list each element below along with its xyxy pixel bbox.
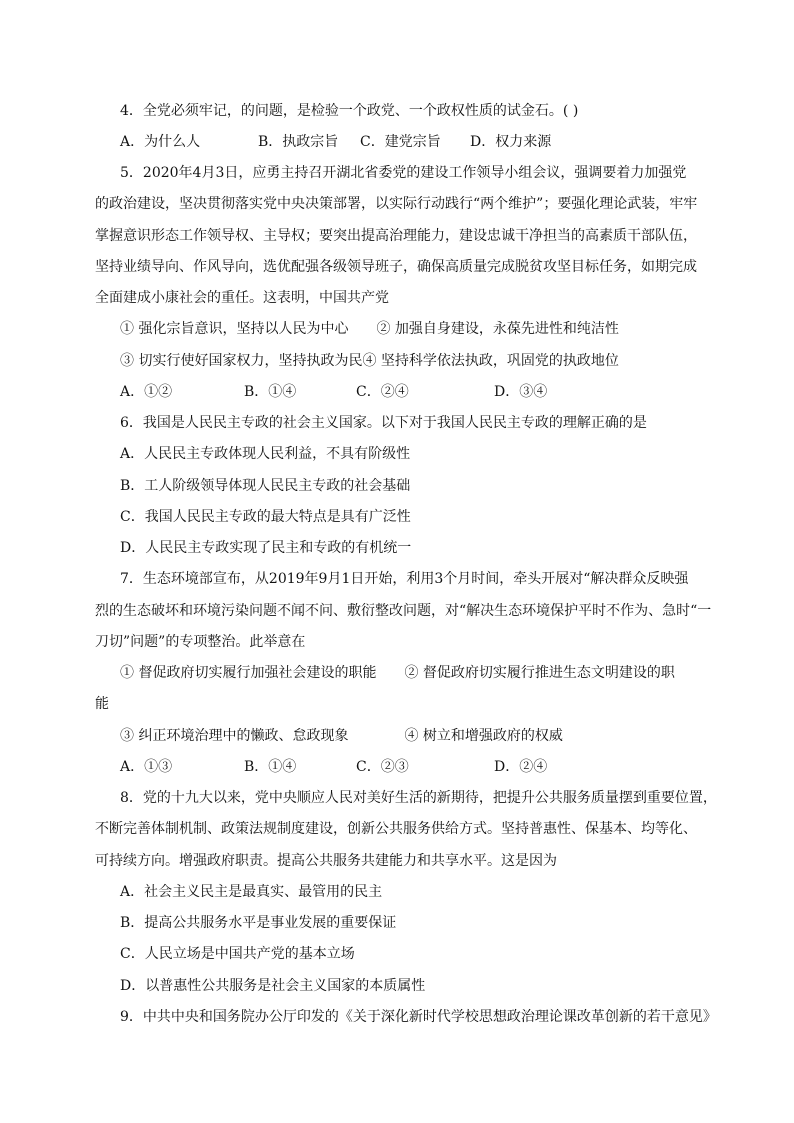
q4-option-d: D．权力来源 (470, 134, 552, 150)
q7-statement-continued: 能 (95, 696, 109, 712)
q4-stem: 4．全党必须牢记，的问题，是检验一个政党、一个政权性质的试金石。( ) (120, 103, 579, 119)
q7-option-d: D．②④ (494, 759, 548, 775)
q5-statement: ① 强化宗旨意识，坚持以人民为中心 ② 加强自身建设，永葆先进性和纯洁性 (120, 321, 619, 337)
q5-stem-line: 坚持业绩导向、作风导向，选优配强各级领导班子，确保高质量完成脱贫攻坚目标任务，如期完成 (95, 259, 697, 275)
q5-stem-line: 5．2020年4月3日，应勇主持召开湖北省委党的建设工作领导小组会议，强调要着力加强党 (120, 165, 687, 181)
q4-option-c: C．建党宗旨 (360, 134, 441, 150)
q7-options (120, 757, 680, 777)
q8-choice-c: C．人民立场是中国共产党的基本立场 (120, 946, 355, 962)
q6-choice-a: A．人民民主专政体现人民利益，不具有阶级性 (120, 446, 411, 462)
q6-choice-d: D．人民民主专政实现了民主和专政的有机统一 (120, 540, 412, 556)
q4-options (120, 132, 680, 152)
q8-stem-line: 可持续方向。增强政府职责。提高公共服务共建能力和共享水平。这是因为 (95, 853, 557, 869)
q7-statement: ③ 纠正环境治理中的懒政、怠政现象 ④ 树立和增强政府的权威 (120, 728, 563, 744)
q7-statement: ① 督促政府切实履行加强社会建设的职能 ② 督促政府切实履行推进生态文明建设的职 (120, 665, 675, 681)
q9-stem: 9．中共中央和国务院办公厅印发的《关于深化新时代学校思想政治理论课改革创新的若干意见》 (120, 1009, 717, 1025)
q5-option-d: D．③④ (494, 384, 548, 400)
q8-stem-line: 不断完善体制机制、政策法规制度建设，创新公共服务供给方式。坚持普惠性、保基本、均等化、 (95, 821, 697, 837)
q5-option-c: C．②④ (356, 384, 409, 400)
q5-statement: ③ 切实行使好国家权力，坚持执政为民④ 坚持科学依法执政，巩固党的执政地位 (120, 353, 619, 369)
q8-stem-line: 8．党的十九大以来，党中央顺应人民对美好生活的新期待，把提升公共服务质量摆到重要位置， (120, 790, 717, 806)
q4-option-a: A．为什么人 (120, 134, 201, 150)
q8-choice-d: D．以普惠性公共服务是社会主义国家的本质属性 (120, 978, 426, 994)
q7-option-a: A．①③ (120, 759, 173, 775)
q6-choice-b: B．工人阶级领导体现人民民主专政的社会基础 (120, 478, 411, 494)
q8-choice-b: B．提高公共服务水平是事业发展的重要保证 (120, 915, 397, 931)
q6-choice-c: C．我国人民民主专政的最大特点是具有广泛性 (120, 509, 411, 525)
q7-stem-line: 烈的生态破坏和环境污染问题不闻不问、敷衍整改问题，对“解决生态环境保护平时不作为、急时“一 (95, 603, 712, 619)
q4-option-b: B．执政宗旨 (258, 134, 339, 150)
q8-choice-a: A．社会主义民主是最真实、最管用的民主 (120, 884, 383, 900)
q5-option-a: A．①② (120, 384, 173, 400)
q7-stem-line: 7．生态环境部宣布，从2019年9月1日开始，利用3个月时间，牵头开展对“解决群众反映强 (120, 571, 689, 587)
q7-option-c: C．②③ (356, 759, 409, 775)
q5-options (120, 382, 680, 402)
q5-option-b: B．①④ (244, 384, 297, 400)
q5-stem-line: 的政治建设，坚决贯彻落实党中央决策部署，以实际行动践行“两个维护”；要强化理论武装，牢牢 (95, 196, 698, 212)
q7-option-b: B．①④ (244, 759, 297, 775)
q7-stem-line: 刀切”问题”的专项整治。此举意在 (95, 634, 306, 650)
q5-stem-line: 全面建成小康社会的重任。这表明，中国共产党 (95, 290, 389, 306)
q5-stem-line: 掌握意识形态工作领导权、主导权；要突出提高治理能力，建设忠诚干净担当的高素质干部队伍， (95, 228, 697, 244)
q6-stem: 6．我国是人民民主专政的社会主义国家。以下对于我国人民民主专政的理解正确的是 (120, 415, 647, 431)
